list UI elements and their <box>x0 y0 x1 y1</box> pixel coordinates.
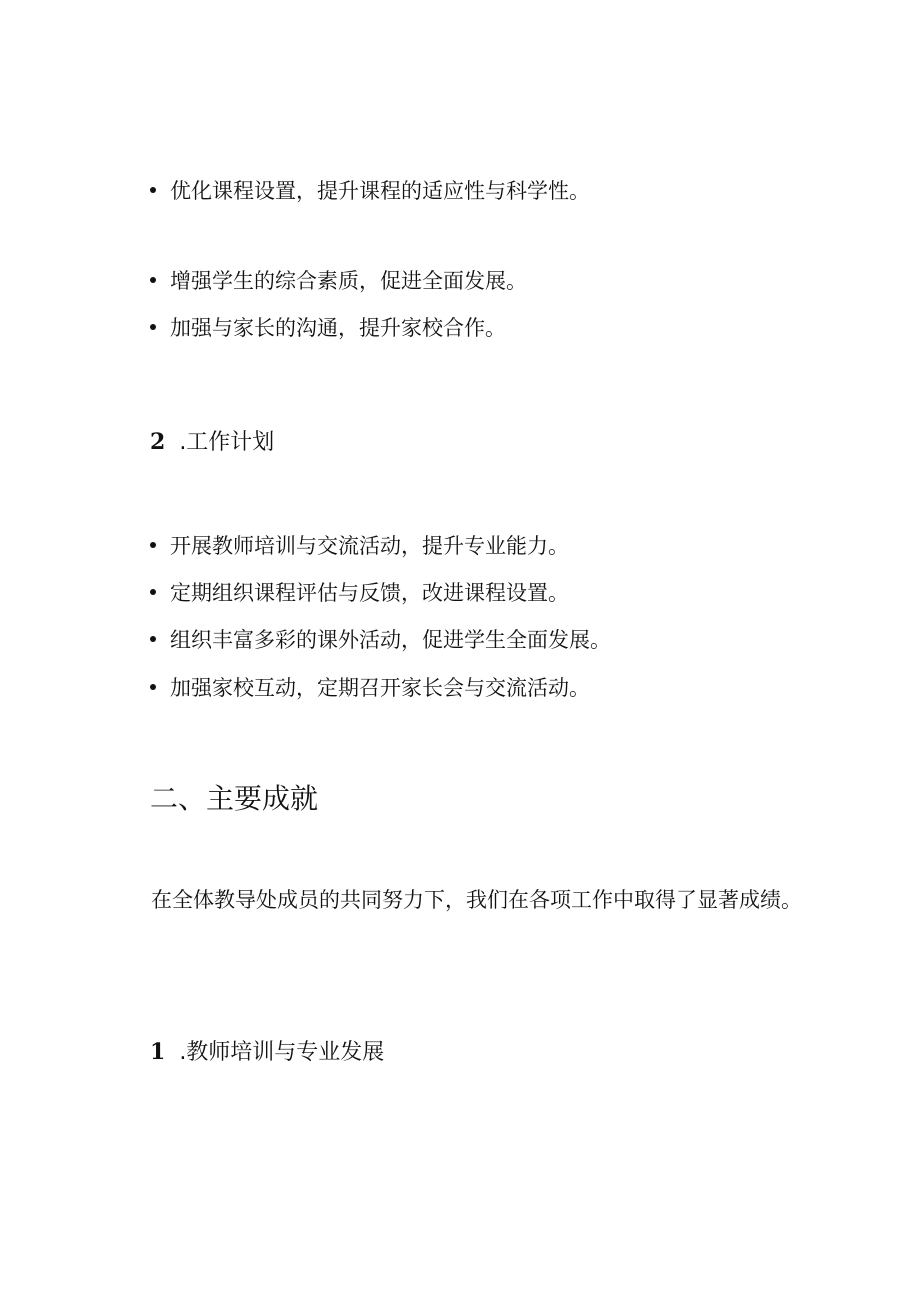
bullet-icon <box>150 684 156 690</box>
bullet-icon <box>150 636 156 642</box>
list-item-text: 定期组织课程评估与反馈，改进课程设置。 <box>170 581 569 605</box>
list-item <box>150 318 506 339</box>
bullet-icon <box>150 589 156 595</box>
bullet-icon <box>150 277 156 283</box>
subheading-text: .工作计划 <box>179 430 275 455</box>
subheading-work-plan <box>150 431 274 454</box>
list-item <box>150 536 569 557</box>
bullet-icon <box>150 187 156 193</box>
list-item-text: 增强学生的综合素质，促进全面发展。 <box>170 269 527 293</box>
list-item <box>150 181 590 202</box>
list-item-text: 加强与家长的沟通，提升家校合作。 <box>170 316 506 340</box>
list-item <box>150 271 527 292</box>
list-item-text: 组织丰富多彩的课外活动，促进学生全面发展。 <box>170 628 611 652</box>
list-item <box>150 583 569 604</box>
bullet-icon <box>150 542 156 548</box>
list-item-text: 加强家校互动，定期召开家长会与交流活动。 <box>170 676 590 700</box>
subheading-teacher-training <box>150 1041 384 1064</box>
list-item-text: 开展教师培训与交流活动，提升专业能力。 <box>170 534 569 558</box>
bullet-icon <box>150 324 156 330</box>
list-item <box>150 630 611 651</box>
subheading-number: 2 <box>150 429 166 455</box>
body-paragraph: 在全体教导处成员的共同努力下，我们在各项工作中取得了显著成绩。 <box>151 888 802 912</box>
subheading-number: 1 <box>150 1039 166 1065</box>
section-title: 二、主要成就 <box>150 782 319 815</box>
list-item-text: 优化课程设置，提升课程的适应性与科学性。 <box>170 179 590 203</box>
list-item <box>150 678 590 699</box>
subheading-text: .教师培训与专业发展 <box>179 1040 385 1065</box>
